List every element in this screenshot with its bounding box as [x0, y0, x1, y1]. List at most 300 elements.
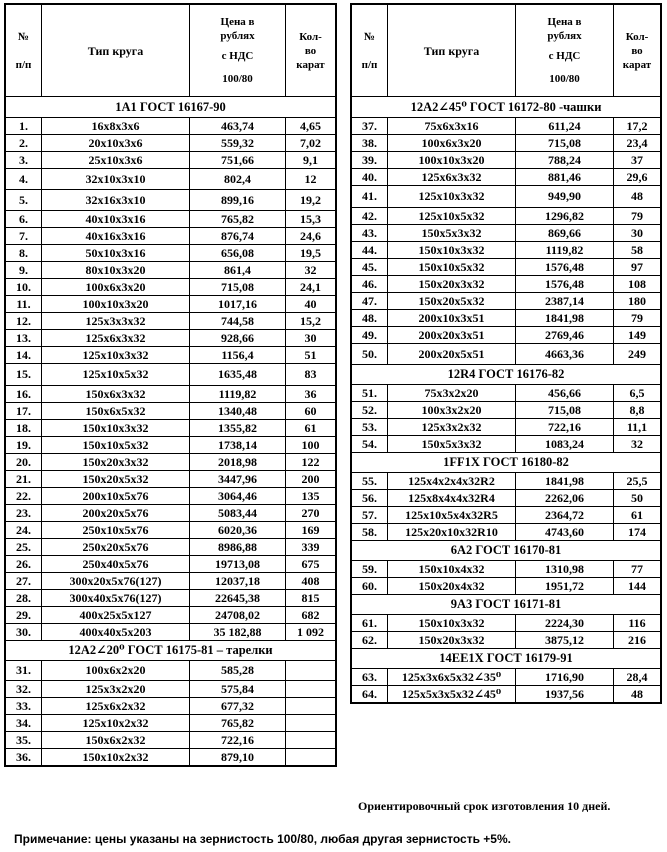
wheel-type: 150х20х4х32	[388, 578, 516, 595]
carat-value: 48	[614, 186, 661, 208]
table-row	[6, 386, 336, 403]
row-number: 28.	[6, 590, 42, 607]
wheel-type: 150х5х3х32	[388, 436, 516, 453]
table-row	[352, 669, 661, 686]
row-number: 53.	[352, 419, 388, 436]
table-row	[6, 505, 336, 522]
section-title-row	[352, 649, 661, 669]
section-title: 12А2∠45⁰ ГОСТ 16172-80 -чашки	[352, 97, 661, 118]
row-number: 32.	[6, 681, 42, 698]
price-value: 5083,44	[190, 505, 286, 522]
row-number: 59.	[352, 561, 388, 578]
price-value: 6020,36	[190, 522, 286, 539]
table-row	[352, 135, 661, 152]
carat-value: 15,2	[286, 313, 336, 330]
row-number: 54.	[352, 436, 388, 453]
table-row	[6, 607, 336, 624]
carat-value: 60	[286, 403, 336, 420]
carat-value: 23,4	[614, 135, 661, 152]
row-number: 34.	[6, 715, 42, 732]
carat-value: 9,1	[286, 152, 336, 169]
row-number: 56.	[352, 490, 388, 507]
carat-value: 17,2	[614, 118, 661, 135]
carat-value: 149	[614, 327, 661, 344]
carat-value: 61	[614, 507, 661, 524]
carat-value: 32	[286, 262, 336, 279]
wheel-type: 100х6х3х20	[42, 279, 190, 296]
table-row	[352, 293, 661, 310]
price-value: 861,4	[190, 262, 286, 279]
table-row	[6, 437, 336, 454]
table-row	[352, 225, 661, 242]
carat-value: 19,5	[286, 245, 336, 262]
row-number: 10.	[6, 279, 42, 296]
wheel-type: 16х8х3х6	[42, 118, 190, 135]
table-row	[6, 262, 336, 279]
price-value: 8986,88	[190, 539, 286, 556]
wheel-type: 400х40х5х203	[42, 624, 190, 641]
row-number: 55.	[352, 473, 388, 490]
header-carat	[286, 5, 336, 97]
price-value: 2224,30	[516, 615, 614, 632]
section-title: 1FF1X ГОСТ 16180-82	[352, 453, 661, 473]
lead-time-note: Ориентировочный срок изготовления 10 дней.	[358, 799, 611, 813]
wheel-type: 50х10х3х16	[42, 245, 190, 262]
wheel-type: 80х10х3х20	[42, 262, 190, 279]
wheel-type: 150х20х5х32	[42, 471, 190, 488]
row-number: 14.	[6, 347, 42, 364]
table-row	[6, 228, 336, 245]
wheel-type: 125х10х5х32	[42, 364, 190, 386]
price-value: 869,66	[516, 225, 614, 242]
header-type: Тип круга	[42, 5, 190, 97]
table-row	[6, 296, 336, 313]
wheel-type: 250х10х5х76	[42, 522, 190, 539]
price-value: 3064,46	[190, 488, 286, 505]
wheel-type: 100х6х3х20	[388, 135, 516, 152]
carat-value: 339	[286, 539, 336, 556]
carat-value: 682	[286, 607, 336, 624]
row-number: 13.	[6, 330, 42, 347]
header-carat-text: во	[631, 44, 643, 57]
carat-value: 25,5	[614, 473, 661, 490]
table-row	[6, 681, 336, 698]
header-carat-text: во	[304, 44, 317, 57]
table-row	[352, 436, 661, 453]
row-number: 21.	[6, 471, 42, 488]
price-value: 4663,36	[516, 344, 614, 365]
carat-value: 174	[614, 524, 661, 541]
table-row	[352, 327, 661, 344]
price-value: 722,16	[190, 732, 286, 749]
header-number-label: п/п	[15, 58, 32, 71]
row-number: 1.	[6, 118, 42, 135]
price-value: 1310,98	[516, 561, 614, 578]
carat-value: 270	[286, 505, 336, 522]
carat-value: 79	[614, 310, 661, 327]
table-row	[6, 245, 336, 262]
wheel-type: 25х10х3х6	[42, 152, 190, 169]
wheel-type: 150х5х3х32	[388, 225, 516, 242]
table-row	[352, 186, 661, 208]
carat-value: 169	[286, 522, 336, 539]
price-value: 575,84	[190, 681, 286, 698]
table-row	[352, 385, 661, 402]
wheel-type: 75х6х3х16	[388, 118, 516, 135]
price-value: 656,08	[190, 245, 286, 262]
table-row	[6, 313, 336, 330]
price-value: 751,66	[190, 152, 286, 169]
carat-value: 7,02	[286, 135, 336, 152]
header-price-text: рублях	[220, 30, 255, 42]
table-row	[352, 524, 661, 541]
price-value: 1576,48	[516, 276, 614, 293]
wheel-type: 250х20х5х76	[42, 539, 190, 556]
section-title-row	[352, 365, 661, 385]
wheel-type: 300х40х5х76(127)	[42, 590, 190, 607]
wheel-type: 125х3х2х32	[388, 419, 516, 436]
grit-note: Примечание: цены указаны на зернистость 100/80, любая другая зернистость +5%.	[14, 832, 511, 846]
row-number: 9.	[6, 262, 42, 279]
table-row	[352, 344, 661, 365]
row-number: 64.	[352, 686, 388, 703]
table-row	[6, 169, 336, 190]
price-value: 1716,90	[516, 669, 614, 686]
row-number: 4.	[6, 169, 42, 190]
table-row	[6, 539, 336, 556]
price-value: 1951,72	[516, 578, 614, 595]
carat-value: 50	[614, 490, 661, 507]
row-number: 8.	[6, 245, 42, 262]
table-row	[6, 471, 336, 488]
price-value: 2262,06	[516, 490, 614, 507]
carat-value: 1 092	[286, 624, 336, 641]
price-value: 949,90	[516, 186, 614, 208]
header-price-grit: 100/80	[549, 73, 580, 85]
wheel-type: 125х6х2х32	[42, 698, 190, 715]
price-value: 19713,08	[190, 556, 286, 573]
carat-value: 249	[614, 344, 661, 365]
header-price-text: с НДС	[221, 50, 254, 62]
carat-value: 122	[286, 454, 336, 471]
table-row	[6, 152, 336, 169]
table-row	[352, 507, 661, 524]
header-row	[6, 5, 336, 97]
row-number: 6.	[6, 211, 42, 228]
carat-value: 77	[614, 561, 661, 578]
price-value: 12037,18	[190, 573, 286, 590]
carat-value: 58	[614, 242, 661, 259]
left-price-table	[5, 4, 336, 766]
carat-value: 61	[286, 420, 336, 437]
header-price	[190, 5, 286, 97]
carat-value: 12	[286, 169, 336, 190]
carat-value: 30	[286, 330, 336, 347]
wheel-type: 200х20х3х51	[388, 327, 516, 344]
table-row	[6, 403, 336, 420]
wheel-type: 125х5х3х5х32∠45⁰	[388, 686, 516, 703]
row-number: 26.	[6, 556, 42, 573]
carat-value: 200	[286, 471, 336, 488]
price-value: 881,46	[516, 169, 614, 186]
right-price-table	[351, 4, 661, 703]
price-value: 879,10	[190, 749, 286, 766]
price-value: 2364,72	[516, 507, 614, 524]
row-number: 62.	[352, 632, 388, 649]
price-value: 899,16	[190, 190, 286, 211]
price-value: 1937,56	[516, 686, 614, 703]
row-number: 46.	[352, 276, 388, 293]
row-number: 36.	[6, 749, 42, 766]
carat-value	[286, 698, 336, 715]
wheel-type: 40х10х3х16	[42, 211, 190, 228]
wheel-type: 125х10х5х32	[388, 208, 516, 225]
carat-value: 24,1	[286, 279, 336, 296]
table-row	[352, 615, 661, 632]
table-row	[352, 276, 661, 293]
section-title: 14ЕЕ1Х ГОСТ 16179-91	[352, 649, 661, 669]
wheel-type: 125х8х4х4х32R4	[388, 490, 516, 507]
row-number: 49.	[352, 327, 388, 344]
wheel-type: 200х10х3х51	[388, 310, 516, 327]
price-value: 559,32	[190, 135, 286, 152]
carat-value: 135	[286, 488, 336, 505]
price-value: 1119,82	[190, 386, 286, 403]
table-row	[6, 624, 336, 641]
table-row	[352, 118, 661, 135]
price-value: 456,66	[516, 385, 614, 402]
row-number: 7.	[6, 228, 42, 245]
wheel-type: 150х6х3х32	[42, 386, 190, 403]
price-value: 1355,82	[190, 420, 286, 437]
header-number-label: п/п	[361, 58, 378, 71]
wheel-type: 150х10х3х32	[388, 615, 516, 632]
section-title-row	[352, 595, 661, 615]
price-value: 35 182,88	[190, 624, 286, 641]
carat-value: 4,65	[286, 118, 336, 135]
section-title: 9А3 ГОСТ 16171-81	[352, 595, 661, 615]
row-number: 39.	[352, 152, 388, 169]
price-value: 22645,38	[190, 590, 286, 607]
wheel-type: 200х20х5х51	[388, 344, 516, 365]
header-price	[516, 5, 614, 97]
wheel-type: 125х10х2х32	[42, 715, 190, 732]
wheel-type: 125х10х3х32	[388, 186, 516, 208]
table-row	[6, 661, 336, 681]
header-price-text: рублях	[547, 30, 582, 42]
price-value: 611,24	[516, 118, 614, 135]
price-value: 928,66	[190, 330, 286, 347]
wheel-type: 32х10х3х10	[42, 169, 190, 190]
row-number: 61.	[352, 615, 388, 632]
row-number: 63.	[352, 669, 388, 686]
header-row	[352, 5, 661, 97]
table-row	[6, 698, 336, 715]
header-price-text: с НДС	[548, 50, 581, 62]
table-row	[352, 578, 661, 595]
price-value: 765,82	[190, 715, 286, 732]
carat-value: 180	[614, 293, 661, 310]
table-row	[6, 454, 336, 471]
carat-value: 116	[614, 615, 661, 632]
carat-value: 815	[286, 590, 336, 607]
row-number: 11.	[6, 296, 42, 313]
price-value: 1156,4	[190, 347, 286, 364]
table-row	[352, 632, 661, 649]
price-value: 1635,48	[190, 364, 286, 386]
wheel-type: 150х10х2х32	[42, 749, 190, 766]
carat-value: 48	[614, 686, 661, 703]
wheel-type: 100х3х2х20	[388, 402, 516, 419]
price-value: 2387,14	[516, 293, 614, 310]
section-title: 12А2∠20⁰ ГОСТ 16175-81 – тарелки	[6, 641, 336, 661]
section-title-row	[6, 641, 336, 661]
carat-value: 19,2	[286, 190, 336, 211]
wheel-type: 125х3х6х5х32∠35⁰	[388, 669, 516, 686]
wheel-type: 125х4х2х4х32R2	[388, 473, 516, 490]
carat-value: 408	[286, 573, 336, 590]
carat-value: 108	[614, 276, 661, 293]
header-carat-text: Кол-	[299, 30, 322, 43]
row-number: 50.	[352, 344, 388, 365]
wheel-type: 125х6х3х32	[42, 330, 190, 347]
carat-value: 24,6	[286, 228, 336, 245]
carat-value: 216	[614, 632, 661, 649]
row-number: 58.	[352, 524, 388, 541]
wheel-type: 125х10х3х32	[42, 347, 190, 364]
price-value: 4743,60	[516, 524, 614, 541]
price-value: 3447,96	[190, 471, 286, 488]
table-row	[6, 190, 336, 211]
row-number: 35.	[6, 732, 42, 749]
header-price-grit: 100/80	[222, 73, 253, 85]
table-row	[6, 522, 336, 539]
price-value: 1841,98	[516, 473, 614, 490]
header-type: Тип круга	[388, 5, 516, 97]
wheel-type: 32х16х3х10	[42, 190, 190, 211]
carat-value: 11,1	[614, 419, 661, 436]
table-row	[352, 561, 661, 578]
row-number: 41.	[352, 186, 388, 208]
price-value: 463,74	[190, 118, 286, 135]
price-value: 1738,14	[190, 437, 286, 454]
wheel-type: 150х10х4х32	[388, 561, 516, 578]
table-row	[6, 488, 336, 505]
price-value: 585,28	[190, 661, 286, 681]
row-number: 33.	[6, 698, 42, 715]
row-number: 38.	[352, 135, 388, 152]
table-row	[6, 573, 336, 590]
carat-value: 36	[286, 386, 336, 403]
carat-value: 30	[614, 225, 661, 242]
row-number: 2.	[6, 135, 42, 152]
table-row	[6, 420, 336, 437]
table-row	[352, 402, 661, 419]
row-number: 15.	[6, 364, 42, 386]
row-number: 29.	[6, 607, 42, 624]
wheel-type: 100х10х3х20	[388, 152, 516, 169]
carat-value	[286, 749, 336, 766]
carat-value	[286, 715, 336, 732]
row-number: 42.	[352, 208, 388, 225]
row-number: 43.	[352, 225, 388, 242]
carat-value: 6,5	[614, 385, 661, 402]
price-value: 3875,12	[516, 632, 614, 649]
table-row	[6, 715, 336, 732]
price-value: 744,58	[190, 313, 286, 330]
table-row	[352, 169, 661, 186]
price-value: 24708,02	[190, 607, 286, 624]
table-row	[6, 732, 336, 749]
price-value: 1340,48	[190, 403, 286, 420]
wheel-type: 300х20х5х76(127)	[42, 573, 190, 590]
carat-value: 29,6	[614, 169, 661, 186]
wheel-type: 100х10х3х20	[42, 296, 190, 313]
carat-value	[286, 661, 336, 681]
row-number: 45.	[352, 259, 388, 276]
wheel-type: 150х6х5х32	[42, 403, 190, 420]
row-number: 40.	[352, 169, 388, 186]
table-row	[352, 152, 661, 169]
table-row	[352, 473, 661, 490]
wheel-type: 100х6х2х20	[42, 661, 190, 681]
price-value: 1017,16	[190, 296, 286, 313]
header-number	[352, 5, 388, 97]
price-value: 876,74	[190, 228, 286, 245]
section-title-row	[352, 541, 661, 561]
header-carat-text: карат	[296, 58, 325, 71]
row-number: 27.	[6, 573, 42, 590]
row-number: 25.	[6, 539, 42, 556]
row-number: 3.	[6, 152, 42, 169]
table-row	[6, 211, 336, 228]
table-row	[352, 310, 661, 327]
wheel-type: 250х40х5х76	[42, 556, 190, 573]
row-number: 47.	[352, 293, 388, 310]
section-title-row	[352, 453, 661, 473]
price-value: 1119,82	[516, 242, 614, 259]
carat-value: 15,3	[286, 211, 336, 228]
wheel-type: 150х10х3х32	[42, 420, 190, 437]
wheel-type: 150х20х3х32	[388, 276, 516, 293]
price-value: 677,32	[190, 698, 286, 715]
carat-value: 100	[286, 437, 336, 454]
carat-value: 51	[286, 347, 336, 364]
row-number: 24.	[6, 522, 42, 539]
carat-value: 144	[614, 578, 661, 595]
wheel-type: 400х25х5х127	[42, 607, 190, 624]
row-number: 16.	[6, 386, 42, 403]
row-number: 20.	[6, 454, 42, 471]
table-row	[6, 330, 336, 347]
wheel-type: 75х3х2х20	[388, 385, 516, 402]
price-value: 765,82	[190, 211, 286, 228]
header-number-sign: №	[17, 30, 30, 43]
wheel-type: 20х10х3х6	[42, 135, 190, 152]
row-number: 44.	[352, 242, 388, 259]
table-row	[6, 118, 336, 135]
wheel-type: 200х10х5х76	[42, 488, 190, 505]
price-value: 1296,82	[516, 208, 614, 225]
table-row	[6, 135, 336, 152]
table-row	[352, 686, 661, 703]
wheel-type: 125х3х2х20	[42, 681, 190, 698]
wheel-type: 125х3х3х32	[42, 313, 190, 330]
table-row	[352, 208, 661, 225]
row-number: 60.	[352, 578, 388, 595]
row-number: 23.	[6, 505, 42, 522]
header-number-sign: №	[363, 30, 376, 43]
